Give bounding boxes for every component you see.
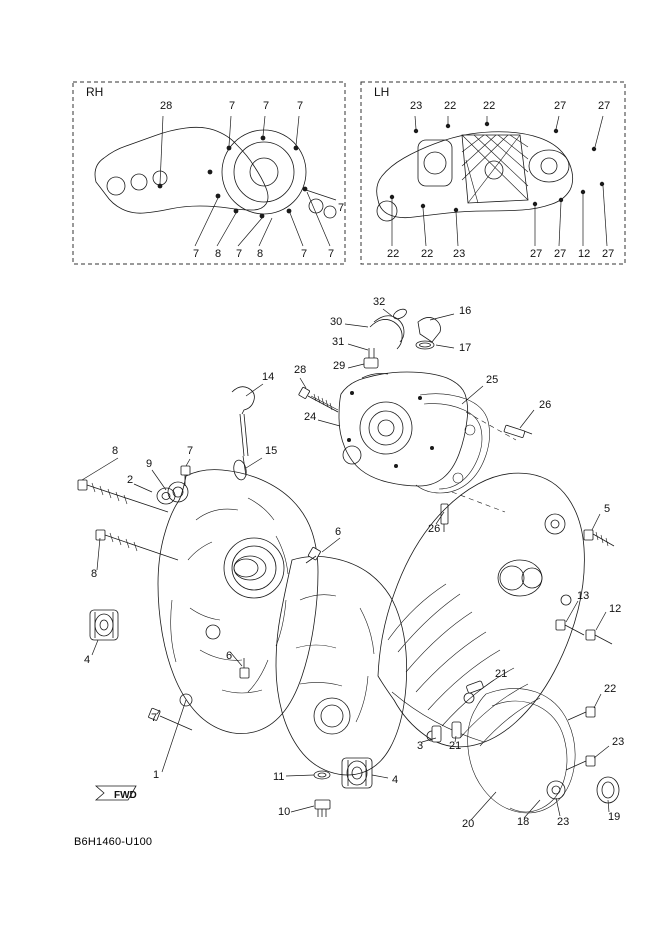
callout-main: 26 xyxy=(428,523,441,535)
callout-main: 22 xyxy=(604,683,617,695)
callout-lh: 27 xyxy=(530,248,543,260)
callout-main: 29 xyxy=(333,360,346,372)
callout-lh: 12 xyxy=(578,248,591,260)
callout-main: 11 xyxy=(273,771,285,783)
callout-main: 20 xyxy=(462,818,475,830)
callout-main: 14 xyxy=(262,371,275,383)
callout-main: 9 xyxy=(146,458,153,470)
callout-lh: 27 xyxy=(598,100,611,112)
callout-main: 23 xyxy=(557,816,570,828)
callout-rh: 28 xyxy=(160,100,173,112)
callout-lh: 22 xyxy=(483,100,496,112)
callout-main: 12 xyxy=(609,603,622,615)
callout-main: 5 xyxy=(604,503,611,515)
callout-main: 8 xyxy=(91,568,98,580)
callout-main: 31 xyxy=(332,336,345,348)
callout-main: 10 xyxy=(278,806,291,818)
callout-main: 3 xyxy=(417,740,424,752)
callout-main: 15 xyxy=(265,445,278,457)
callout-rh: 7 xyxy=(193,248,200,260)
callout-main: 21 xyxy=(449,740,462,752)
callout-rh: 8 xyxy=(215,248,222,260)
callout-rh: 7 xyxy=(297,100,304,112)
callout-rh: 7 xyxy=(328,248,335,260)
callout-main: 32 xyxy=(373,296,386,308)
callout-rh: 7 xyxy=(263,100,270,112)
callout-main: 1 xyxy=(153,769,160,781)
callout-main: 8 xyxy=(112,445,119,457)
callout-lh: 22 xyxy=(444,100,457,112)
callout-lh: 27 xyxy=(602,248,615,260)
callout-rh: 7 xyxy=(301,248,308,260)
callout-main: 2 xyxy=(127,474,134,486)
callout-main: 6 xyxy=(226,650,233,662)
callout-rh: 7 xyxy=(338,202,345,214)
callout-lh: 23 xyxy=(453,248,466,260)
callout-main: 19 xyxy=(608,811,621,823)
callout-main: 18 xyxy=(517,816,530,828)
callout-rh: 7 xyxy=(236,248,243,260)
callout-main: 7 xyxy=(187,445,194,457)
callout-rh: 7 xyxy=(229,100,236,112)
panel-title-rh: RH xyxy=(86,85,104,99)
callout-main: 24 xyxy=(304,411,317,423)
callout-main: 13 xyxy=(577,590,590,602)
callout-main: 7 xyxy=(151,712,158,724)
callout-main: 30 xyxy=(330,316,343,328)
callout-main: 6 xyxy=(335,526,342,538)
callout-rh: 8 xyxy=(257,248,264,260)
callout-main: 25 xyxy=(486,374,499,386)
callout-main: 26 xyxy=(539,399,552,411)
fwd-direction-marker xyxy=(92,782,148,810)
fwd-label: FWD xyxy=(114,790,137,801)
callout-main: 4 xyxy=(84,654,91,666)
callout-main: 4 xyxy=(392,774,399,786)
callout-lh: 22 xyxy=(387,248,400,260)
panel-title-lh: LH xyxy=(374,85,390,99)
callout-main: 17 xyxy=(459,342,472,354)
callout-main: 23 xyxy=(612,736,625,748)
callout-lh: 22 xyxy=(421,248,434,260)
callout-main: 16 xyxy=(459,305,472,317)
diagram-part-number: B6H1460-U100 xyxy=(74,836,153,848)
callout-main: 28 xyxy=(294,364,307,376)
callout-lh: 27 xyxy=(554,100,567,112)
callout-lh: 23 xyxy=(410,100,423,112)
callout-lh: 27 xyxy=(554,248,567,260)
callout-main: 21 xyxy=(495,668,508,680)
